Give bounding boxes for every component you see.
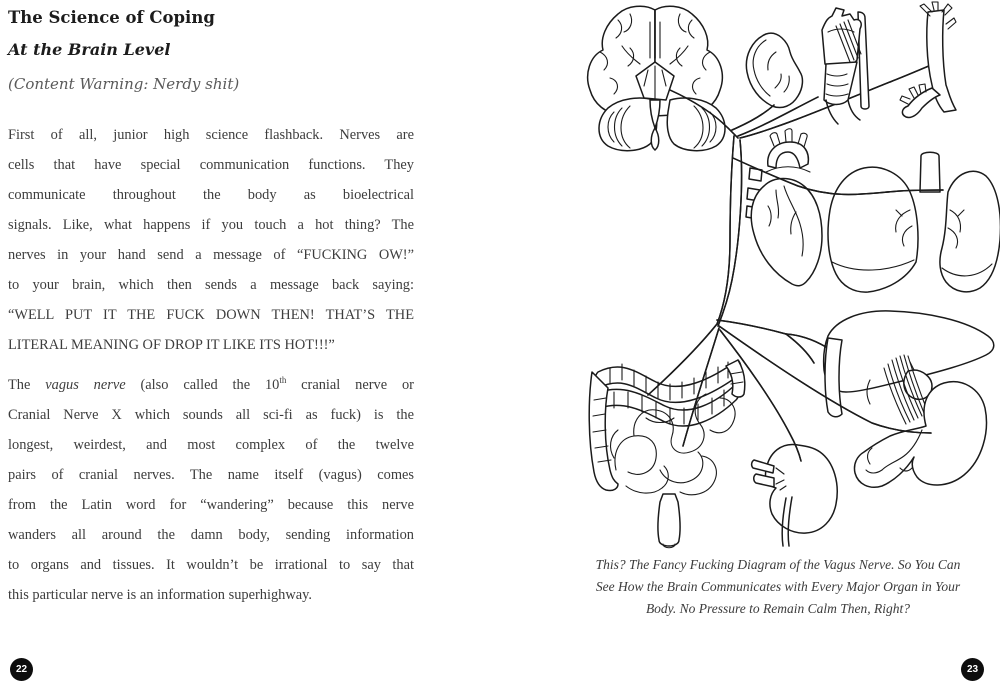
body-line: signals. Like, what happens if you touch a hot thing? The (8, 217, 414, 233)
caption-line: See How the Brain Communicates with Every Major Organ in Your (595, 579, 961, 594)
heart-drawing (746, 129, 822, 286)
body-line: to your brain, which then sends a message back saying: (8, 277, 414, 293)
ordinal-superscript: th (279, 375, 287, 386)
body-line: to organs and tissues. It wouldn’t be irrational to say that (8, 557, 414, 573)
italic-term: vagus nerve (45, 377, 126, 393)
body-paragraph-1 (8, 120, 414, 360)
vagus-nerve-figure (570, 0, 1000, 552)
page-number-left: 22 (10, 658, 33, 681)
body-text-segment: (also called the 10 (125, 377, 280, 393)
kidney-drawing (752, 444, 838, 546)
brain-drawing (588, 6, 725, 150)
section-subtitle: At the Brain Level (8, 40, 171, 59)
body-line: nerves in your hand send a message of “FUCKING OW!” (8, 247, 414, 263)
body-line: pairs of cranial nerves. The name itself (vagus) comes (8, 467, 414, 483)
body-line: cells that have special communication functions. They (8, 157, 414, 173)
body-line: First of all, junior high science flashback. Nerves are (8, 127, 414, 143)
body-line: wanders all around the damn body, sending information (8, 527, 414, 543)
lungs-drawing (828, 152, 1000, 292)
body-line: from the Latin word for “wandering” because this nerve (8, 497, 414, 513)
figure-caption (556, 554, 1000, 620)
caption-line: This? The Fancy Fucking Diagram of the Vagus Nerve. So You Can (595, 557, 961, 572)
caption-line: Body. No Pressure to Remain Calm Then, Right? (645, 601, 911, 616)
page-number-right: 23 (961, 658, 984, 681)
body-text-segment: The (8, 377, 46, 393)
body-line (8, 370, 414, 400)
body-line: Cranial Nerve X which sounds all sci-fi as fuck) is the (8, 407, 414, 423)
ear-drawing (746, 33, 802, 107)
vagus-nerve-diagram (570, 0, 1000, 552)
body-line: communicate throughout the body as bioelectrical (8, 187, 414, 203)
body-line: longest, weirdest, and most complex of the twelve (8, 437, 414, 453)
bronchi-drawing (900, 2, 956, 117)
body-paragraph-2 (8, 370, 414, 610)
content-warning: (Content Warning: Nerdy shit) (8, 75, 240, 93)
body-line: LITERAL MEANING OF DROP IT LIKE ITS HOT!!!” (8, 337, 335, 353)
page-title: The Science of Coping (8, 8, 215, 27)
intestines-drawing (589, 360, 745, 548)
body-line: “WELL PUT IT THE FUCK DOWN THEN! THAT’S THE (8, 307, 414, 323)
right-page (556, 0, 1000, 692)
body-text-segment: cranial nerve or (286, 377, 414, 393)
left-page (8, 0, 414, 610)
body-line: this particular nerve is an information superhighway. (8, 587, 312, 603)
